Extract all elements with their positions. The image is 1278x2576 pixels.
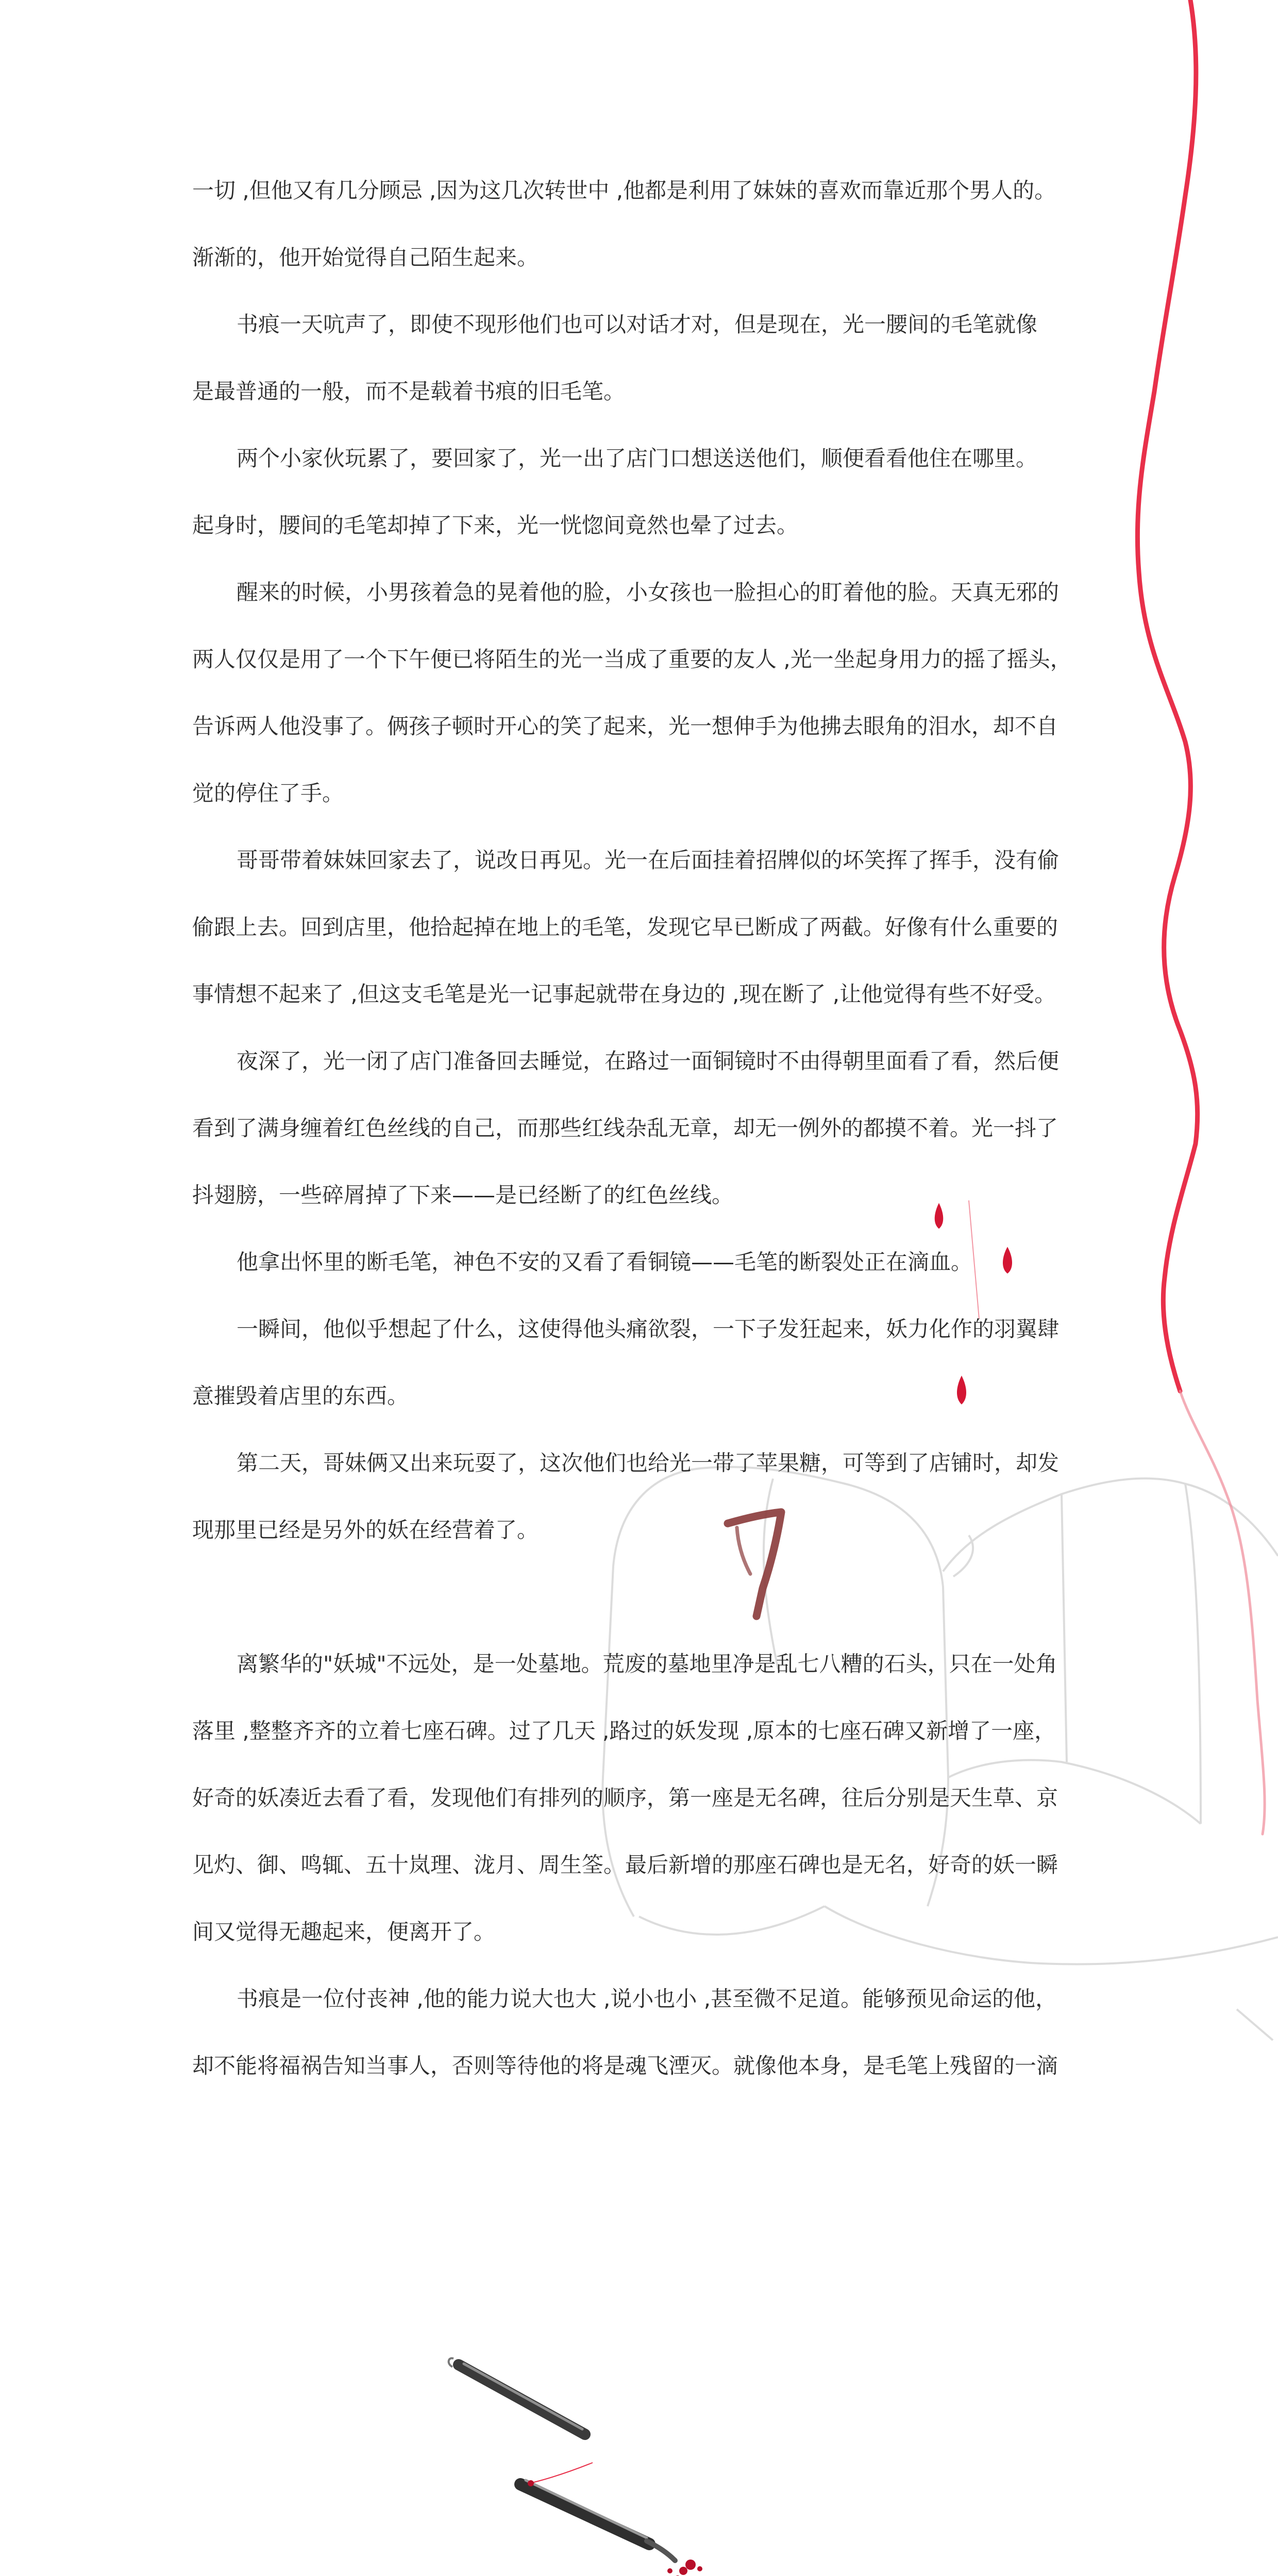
story-line: 一瞬间，他似乎想起了什么，这使得他头痛欲裂，一下子发狂起来，妖力化作的羽翼肆 xyxy=(237,1316,1060,1342)
story-line: 渐渐的，他开始觉得自己陌生起来。 xyxy=(192,245,539,270)
story-line: 事情想不起来了 ,但这支毛笔是光一记事起就带在身边的 ,现在断了 ,让他觉得有些不好受。 xyxy=(192,981,1056,1007)
story-line: 书痕是一位付丧神 ,他的能力说大也大 ,说小也小 ,甚至微不足道。能够预见命运的他， xyxy=(237,1986,1057,2011)
story-line: 一切 ,但他又有几分顾忌 ,因为这几次转世中 ,他都是利用了妹妹的喜欢而靠近那个男人的。 xyxy=(192,178,1056,203)
story-line: 书痕一天吭声了，即使不现形他们也可以对话才对，但是现在，光一腰间的毛笔就像 xyxy=(237,312,1038,337)
story-line: 两个小家伙玩累了，要回家了，光一出了店门口想送送他们，顺便看看他住在哪里。 xyxy=(237,446,1038,471)
story-line: 见灼、御、鸣辄、五十岚理、泷月、周生筌。最后新增的那座石碑也是无名，好奇的妖一瞬 xyxy=(192,1852,1058,1877)
story-line: 抖翅膀，一些碎屑掉了下来——是已经断了的红色丝线。 xyxy=(192,1182,734,1208)
story-line: 离繁华的"妖城"不远处，是一处墓地。荒废的墓地里净是乱七八糟的石头，只在一处角 xyxy=(237,1651,1057,1676)
broken-brush-illustration xyxy=(443,2349,711,2576)
story-line: 看到了满身缠着红色丝线的自己，而那些红线杂乱无章，却无一例外的都摸不着。光一抖了 xyxy=(192,1115,1058,1141)
story-line: 第二天，哥妹俩又出来玩耍了，这次他们也给光一带了苹果糖，可等到了店铺时，却发 xyxy=(237,1450,1060,1476)
story-line: 是最普通的一般，而不是载着书痕的旧毛笔。 xyxy=(192,379,626,404)
story-line: 落里 ,整整齐齐的立着七座石碑。过了几天 ,路过的妖发现 ,原本的七座石碑又新增了一座， xyxy=(192,1718,1056,1743)
story-line: 现那里已经是另外的妖在经营着了。 xyxy=(192,1517,539,1543)
story-line: 夜深了，光一闭了店门准备回去睡觉，在路过一面铜镜时不由得朝里面看了看，然后便 xyxy=(237,1048,1060,1074)
story-line: 间又觉得无趣起来，便离开了。 xyxy=(192,1919,496,1944)
story-line: 醒来的时候，小男孩着急的晃着他的脸，小女孩也一脸担心的盯着他的脸。天真无邪的 xyxy=(237,580,1060,605)
story-line: 觉的停住了手。 xyxy=(192,781,344,806)
story-line: 却不能将福祸告知当事人，否则等待他的将是魂飞湮灭。就像他本身，是毛笔上残留的一滴 xyxy=(192,2053,1058,2078)
story-text-block-2 xyxy=(192,1631,1099,2099)
story-line: 偷跟上去。回到店里，他拾起掉在地上的毛笔，发现它早已断成了两截。好像有什么重要的 xyxy=(192,914,1058,940)
story-line: 两人仅仅是用了一个下午便已将陌生的光一当成了重要的友人 ,光一坐起身用力的摇了摇头， xyxy=(192,647,1072,672)
story-line: 意摧毁着店里的东西。 xyxy=(192,1383,409,1409)
story-line: 他拿出怀里的断毛笔，神色不安的又看了看铜镜——毛笔的断裂处正在滴血。 xyxy=(237,1249,973,1275)
story-text-block-1 xyxy=(192,157,1099,1564)
chapter-mark-text: 7 xyxy=(758,1608,761,1614)
story-line: 好奇的妖凑近去看了看，发现他们有排列的顺序，第一座是无名碑，往后分别是天生草、京 xyxy=(192,1785,1058,1810)
story-line: 告诉两人他没事了。俩孩子顿时开心的笑了起来，光一想伸手为他拂去眼角的泪水，却不自 xyxy=(192,714,1058,739)
story-line: 起身时，腰间的毛笔却掉了下来，光一恍惚间竟然也晕了过去。 xyxy=(192,513,799,538)
story-line: 哥哥带着妹妹回家去了，说改日再见。光一在后面挂着招牌似的坏笑挥了挥手，没有偷 xyxy=(237,848,1060,873)
